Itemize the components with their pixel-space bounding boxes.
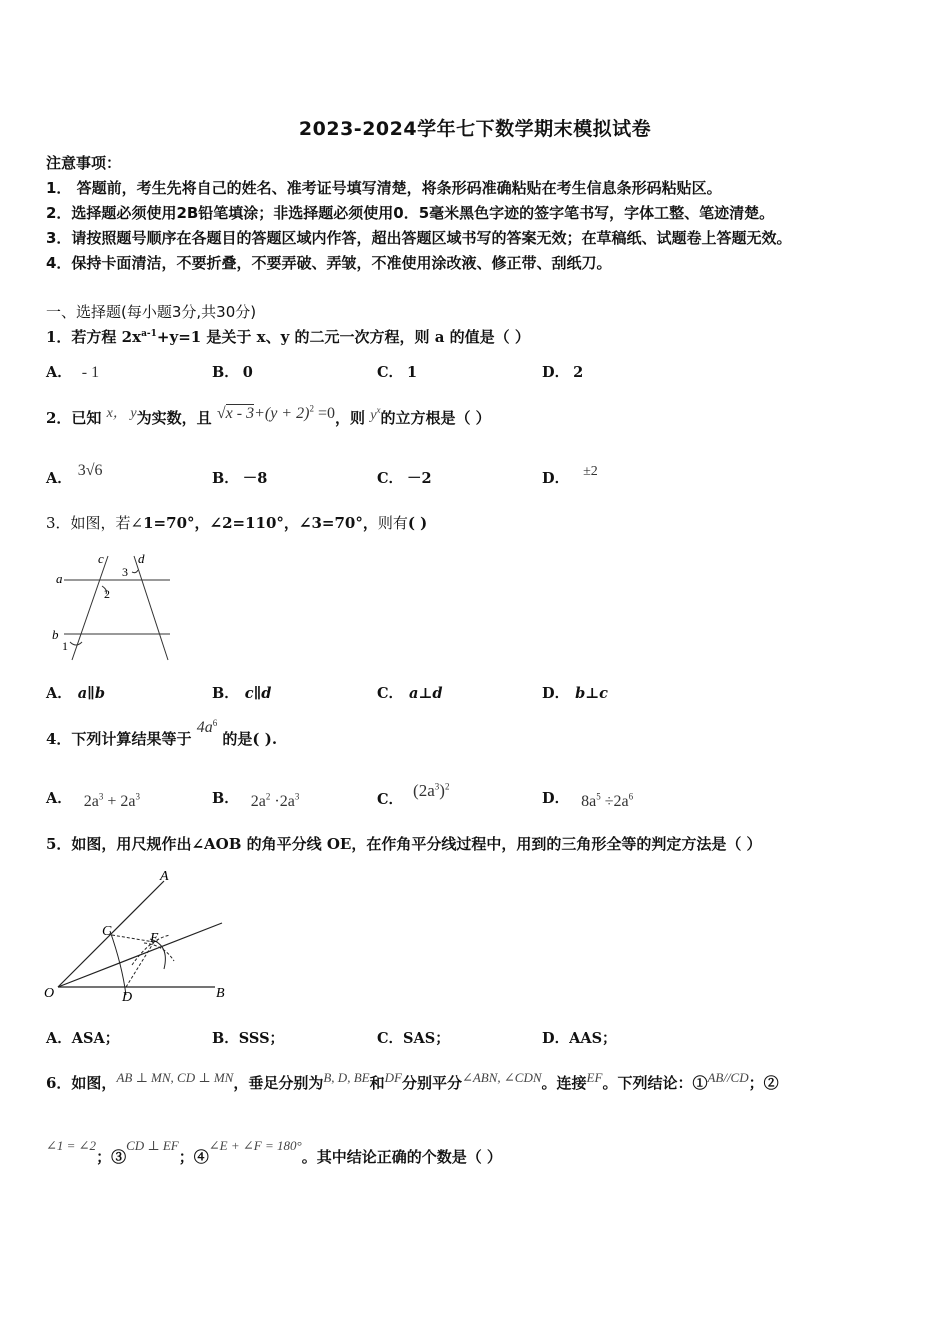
q6-df: DF xyxy=(384,1070,402,1085)
option-label: C． xyxy=(377,1030,404,1047)
q2-power-exp: x xyxy=(376,405,381,415)
question-2 xyxy=(46,403,491,428)
q4-expr: 4a xyxy=(196,719,213,736)
segment-de xyxy=(126,942,154,987)
segment-ce xyxy=(112,935,154,942)
q6-t4: 。连接 xyxy=(541,1074,587,1092)
q2-option-a[interactable] xyxy=(46,459,103,487)
q6-ef: EF xyxy=(586,1070,603,1085)
option-value: a⊥d xyxy=(409,685,443,702)
q6-c1: AB//CD xyxy=(707,1070,749,1085)
q6-feet: B, D, BE xyxy=(323,1070,370,1085)
label-D: D xyxy=(122,990,133,1005)
q2-eq-exp: 2 xyxy=(309,403,314,414)
question-1 xyxy=(46,326,530,347)
notice-heading: 注意事项： xyxy=(46,154,122,172)
q6-cond1: AB ⊥ MN, CD ⊥ MN xyxy=(116,1070,234,1085)
q5-option-b[interactable] xyxy=(212,1027,284,1048)
question-3 xyxy=(46,512,427,533)
label-3: 3 xyxy=(122,565,128,579)
q3-text-a: 3．如图，若∠ xyxy=(46,514,144,532)
label-A: A xyxy=(160,869,169,884)
label-2: 2 xyxy=(104,587,110,601)
q6-t9: 。其中结论正确的个数是（ ） xyxy=(301,1148,502,1166)
option-label: C． xyxy=(377,470,404,487)
option-label: B． xyxy=(212,790,239,807)
notice-item-1: 1． 答题前，考生先将自己的姓名、准考证号填写清楚，将条形码准确粘贴在考生信息条形码粘贴区。 xyxy=(46,179,722,197)
option-label: C． xyxy=(377,685,404,702)
q6-c2: ∠1 = ∠2 xyxy=(46,1138,97,1153)
label-E: E xyxy=(150,931,159,946)
question-4 xyxy=(46,718,278,749)
option-value: c∥d xyxy=(244,685,272,702)
option-label: A． xyxy=(46,470,72,487)
q5-option-c[interactable] xyxy=(377,1027,450,1048)
q2-equation: $√x - 3+(y + 2)^2 =0$ xyxy=(216,403,335,422)
option-value: a∥b xyxy=(77,685,105,702)
option-label: D． xyxy=(542,470,570,487)
q6-t6: ；② xyxy=(748,1074,779,1092)
q4-prefix: 4．下列计算结果等于 xyxy=(46,730,192,748)
option-value: AAS； xyxy=(569,1030,617,1047)
q2-vars: x， y xyxy=(106,406,137,421)
option-label: D． xyxy=(542,790,570,807)
label-C: C xyxy=(102,924,112,939)
q1-option-a[interactable] xyxy=(46,361,99,382)
q1-x: x xyxy=(132,328,142,346)
question-6-line-1 xyxy=(46,1072,779,1093)
section-heading: 一、选择题(每小题3分,共30分) xyxy=(46,303,257,321)
option-value: b⊥c xyxy=(575,685,608,702)
label-a: a xyxy=(56,571,63,586)
q3-figure xyxy=(46,548,176,663)
q4-end: 的是( ). xyxy=(222,730,278,748)
option-label: C． xyxy=(377,791,404,808)
option-label: A． xyxy=(46,1030,72,1047)
q2-then: ，则 xyxy=(334,409,365,427)
label-O: O xyxy=(44,986,55,1001)
option-label: D． xyxy=(542,685,570,702)
q1-exp: a-1 xyxy=(141,329,157,339)
label-1: 1 xyxy=(62,639,68,653)
q3-text-d: ( ) xyxy=(407,514,428,532)
q2-end: 的立方根是（ ） xyxy=(380,409,491,427)
q5-figure xyxy=(40,865,240,1010)
label-d: d xyxy=(138,551,145,566)
q3-text-c: 则有 xyxy=(377,514,408,532)
label-B: B xyxy=(216,986,225,1001)
label-c: c xyxy=(98,551,104,566)
option-value: SAS； xyxy=(403,1030,450,1047)
question-5: 5．如图，用尺规作出∠AOB 的角平分线 OE，在作角平分线过程中，用到的三角形全等的判定方法是（ ） xyxy=(46,835,762,853)
q2-option-c[interactable] xyxy=(377,467,432,488)
option-label: A． xyxy=(46,790,72,807)
q6-c4: ∠E + ∠F = 180° xyxy=(208,1138,302,1153)
notice-item-4: 4．保持卡面清洁，不要折叠，不要弄破、弄皱，不准使用涂改液、修正带、刮纸刀。 xyxy=(46,254,612,272)
option-value: 0 xyxy=(242,364,253,381)
q2-prefix: 2．已知 xyxy=(46,409,102,427)
notice-item-2: 2．选择题必须使用2B铅笔填涂；非选择题必须使用0．5毫米黑色字迹的签字笔书写，字体工整、笔迹清楚。 xyxy=(46,204,775,222)
q1-rest: +y=1 是关于 x、y 的二元一次方程，则 a 的值是（ ） xyxy=(156,328,530,346)
q4-option-d[interactable] xyxy=(542,787,633,808)
option-value: －8 xyxy=(242,470,268,487)
line-d xyxy=(134,556,168,660)
q6-t5: 。下列结论：① xyxy=(602,1074,708,1092)
q6-prefix: 6．如图， xyxy=(46,1074,117,1092)
q5-option-d[interactable] xyxy=(542,1027,617,1048)
q1-option-d[interactable] xyxy=(542,361,583,382)
q3-text-b: 1=70°，∠2=110°，∠3=70°， xyxy=(143,514,378,532)
q1-option-b[interactable] xyxy=(212,361,253,382)
angle-3-arc xyxy=(132,570,138,573)
q2-mid: 为实数，且 xyxy=(136,409,212,427)
q3-option-a[interactable] xyxy=(46,682,105,703)
q6-c3: CD ⊥ EF xyxy=(126,1138,179,1153)
label-b: b xyxy=(52,627,59,642)
option-value: $8a^5 \div 2a^6$ xyxy=(581,791,634,810)
option-value: - 1 xyxy=(81,364,100,381)
option-label: D． xyxy=(542,1030,570,1047)
option-label: D． xyxy=(542,364,570,381)
q4-option-a[interactable] xyxy=(46,787,140,808)
notice-item-3: 3．请按照题号顺序在各题目的答题区域内作答，超出答题区域书写的答案无效；在草稿纸、试题卷上答题无效。 xyxy=(46,229,792,247)
option-label: C． xyxy=(377,364,404,381)
q3-option-c[interactable] xyxy=(377,682,443,703)
option-label: B． xyxy=(212,685,239,702)
option-value: SSS； xyxy=(238,1030,285,1047)
q6-t7: ；③ xyxy=(96,1148,127,1166)
q4-option-c[interactable] xyxy=(377,780,450,808)
q2-eq-rest: +(y + 2) xyxy=(254,405,310,422)
q5-option-a[interactable] xyxy=(46,1027,119,1048)
option-label: A． xyxy=(46,364,72,381)
q6-t1: ，垂足分别为 xyxy=(233,1074,324,1092)
option-label: A． xyxy=(46,685,72,702)
q2-option-d[interactable] xyxy=(542,459,598,487)
option-value: 3√6 xyxy=(77,462,103,479)
page-title: 2023-2024学年七下数学期末模拟试卷 xyxy=(298,118,652,140)
q2-radicand: x - 3 xyxy=(225,405,255,422)
option-value: $2a^2 \cdot 2a^3$ xyxy=(250,791,300,810)
q3-option-d[interactable] xyxy=(542,682,608,703)
q3-option-b[interactable] xyxy=(212,682,271,703)
q6-t2: 和 xyxy=(369,1074,385,1092)
option-value: $2a^3 + 2a^3$ xyxy=(83,791,140,810)
option-value: $(2a^3)^2$ xyxy=(413,781,450,800)
option-value: 2 xyxy=(573,364,584,381)
option-label: B． xyxy=(212,1030,239,1047)
q2-eq-end: =0 xyxy=(317,405,335,422)
q4-option-b[interactable] xyxy=(212,787,299,808)
option-label: B． xyxy=(212,470,239,487)
question-6-line-2 xyxy=(46,1138,502,1167)
option-value: ±2 xyxy=(583,464,598,479)
option-value: －2 xyxy=(407,470,432,487)
q2-power-base: y xyxy=(370,408,377,423)
q6-t8: ；④ xyxy=(178,1148,209,1166)
option-value: ASA； xyxy=(71,1030,120,1047)
q6-t3: 分别平分 xyxy=(401,1074,462,1092)
q4-expr-exp: 6 xyxy=(212,718,218,728)
q6-angles: ∠ABN, ∠CDN xyxy=(461,1070,542,1085)
q1-num: 1．若方程 2 xyxy=(46,328,133,346)
angle-1-arc xyxy=(70,642,82,645)
q1-option-c[interactable] xyxy=(377,361,417,382)
q2-option-b[interactable] xyxy=(212,467,267,488)
option-label: B． xyxy=(212,364,239,381)
option-value: 1 xyxy=(407,364,418,381)
